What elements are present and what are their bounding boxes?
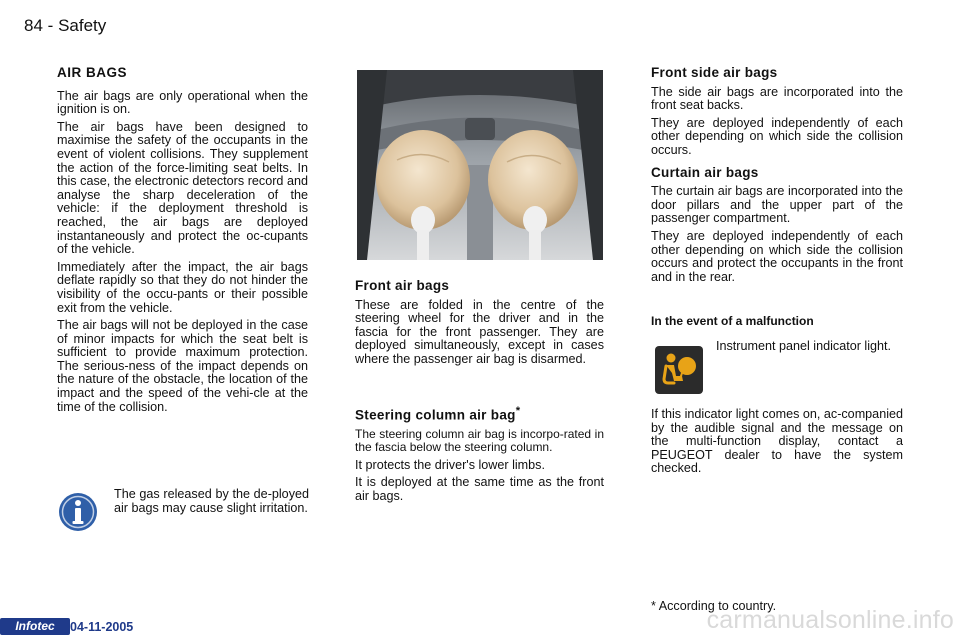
malfunction-text: If this indicator light comes on, ac-companied by the audible signal and the message on the multi-function display, contact a PEUGEOT dealer to have the system checked. [651,407,903,476]
steering-column-asterisk: * [515,404,521,417]
section-title: Safety [58,16,107,35]
right-column [651,66,903,288]
info-icon [58,492,98,532]
steering-column-heading [355,405,604,422]
curtain-air-bags-heading: Curtain air bags [651,164,759,180]
footer-date: 04-11-2005 [70,620,134,634]
side-paragraph-1: The side air bags are incorporated into the front seat backs. [651,84,903,113]
left-paragraph-2: The air bags have been designed to maximise the safety of the occupants in the event of violent collisions. They supplement the action of the force-limiting seat belts. In this case, the electronic detectors record and analyse the sharp deceleration of the vehicle: if the deployment threshold is reached, the air bags are deployed instantaneously and protect the oc-cupants of the vehicle. [57,119,308,257]
info-note-text: The gas released by the de-ployed air bags may cause slight irritation. [114,487,309,515]
info-note [58,488,309,538]
watermark-url: carmanualsonline.info [706,606,954,634]
header-separator: - [47,16,54,35]
footnote: * According to country. [651,599,777,613]
front-air-bags-heading: Front air bags [355,278,450,293]
left-paragraph-3: Immediately after the impact, the air bags deflate rapidly so that they do not hinder the visibility of the occu-pants or their possible exit from the vehicle. [57,259,308,315]
side-paragraph-2: They are deployed independently of each other depending on which side the collision occurs. [651,115,903,157]
steering-column-title: Steering column air bag [355,407,516,423]
curtain-paragraph-2: They are deployed independently of each other depending on which side the collision occurs and protect the occupants in the front and in the rear. [651,228,903,284]
airbag-warning-light-icon [652,343,706,397]
left-paragraph-1: The air bags are only operational when the ignition is on. [57,88,308,117]
steering-paragraph-1: The steering column air bag is incorpo-rated in the fascia below the steering column. [355,426,604,455]
air-bags-heading: AIR BAGS [57,65,128,80]
left-paragraph-4: The air bags will not be deployed in the case of minor impacts for which the seat belt is sufficient to provide maximum protection. The serious-ness of the impact depends on the nature of the obstacle, the location of the impact and the speed of the vehi-cle at the time of the collision. [57,318,308,414]
middle-column [355,279,604,508]
curtain-paragraph-1: The curtain air bags are incorporated into the door pillars and the upper part of the passenger compartment. [651,184,903,226]
front-side-air-bags-heading: Front side air bags [651,65,778,80]
page-header [24,16,106,36]
footer-brand-logo: Infotec [0,618,70,635]
indicator-light-text: Instrument panel indicator light. [716,339,892,353]
steering-paragraph-2: It protects the driver's lower limbs. [355,457,545,472]
front-air-bags-text: These are folded in the centre of the steering wheel for the driver and in the fascia for the front passenger. They are deployed simultaneously, except in cases where the passenger air bag is disarmed. [355,297,604,366]
airbag-deployment-photo [357,70,603,260]
left-column [57,66,308,418]
page-number: 84 [24,16,43,35]
malfunction-heading: In the event of a malfunction [651,314,814,328]
steering-paragraph-3: It is deployed at the same time as the front air bags. [355,475,604,504]
